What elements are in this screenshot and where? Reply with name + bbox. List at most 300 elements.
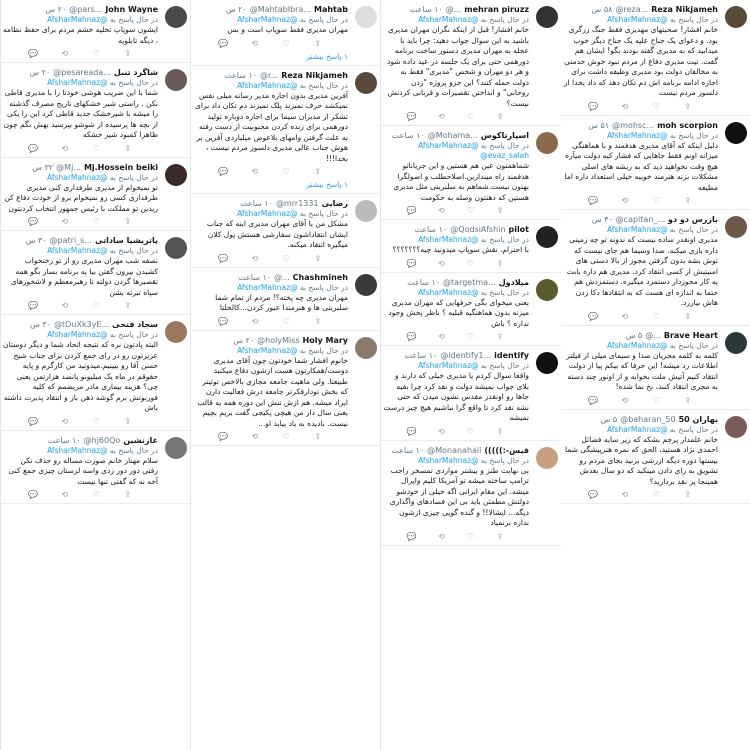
tweet-header [563,330,718,341]
tweet-text: مهران مدیری فقط سوپاپ است و بس [227,25,348,34]
reply-prefix: در حال پاسخ به [299,80,348,90]
user-handle[interactable]: @Monanahali [427,445,482,455]
user-name[interactable]: Mahtab [313,5,348,14]
tweet[interactable] [1,431,190,505]
tweet-actions [216,254,325,263]
tweet[interactable] [381,273,561,347]
avatar[interactable] [355,200,377,222]
tweet-time[interactable]: ۵۱ س [588,120,610,130]
tweet-header [3,319,158,330]
mention-link[interactable]: @AfsharMahnaz [607,130,668,140]
mention-link[interactable]: @AfsharMahnaz [47,172,108,182]
user-name[interactable]: شاگرد تنبل [113,68,158,77]
retweet-icon[interactable]: ⟲ [251,253,259,263]
share-icon[interactable]: ⇪ [124,49,132,58]
tweet-text: خانوم افشار شما خودتون چون آقای مدیری دوست/همکارتون هست ازشون دفاع میکنید طبیعتا. ولی ماهیت جامعه مجازی بالاخص توئیتر که بخش تودارفکرتر جامعه درش فعالیت دارن ایراد میشه. هم ازش تنش این دوره همه یه قالب یعنی سال دار من هیچی پکیجی گفت بریم بچیم نیست. نادیده به یاد بیاید او... [197,355,348,428]
reply-prefix: در حال پاسخ به [480,15,529,24]
avatar[interactable] [165,437,187,459]
tweet-header [563,214,718,225]
reply-prefix: در حال پاسخ به [109,78,158,87]
tweet[interactable] [561,326,750,410]
tweet-body [3,67,158,153]
retweet-icon[interactable]: ⟲ [61,217,69,226]
comment-icon[interactable]: 💬 [28,49,39,58]
mention-link[interactable]: @AfsharMahnaz [47,78,108,87]
user-name[interactable]: رضایی [321,199,348,208]
user-name[interactable]: اسپارتاکوس [480,131,529,140]
reply-context [563,131,718,141]
mention-link[interactable]: @AfsharMahnaz [607,225,668,234]
tweet[interactable] [381,346,561,441]
user-handle[interactable]: @pars... [69,5,103,14]
reply-context [3,330,158,340]
show-more-replies-link[interactable]: ۱ پاسخ بیشتر [306,51,348,61]
tweet-header [383,445,529,456]
tweet-time[interactable]: ۳۰ س [25,236,47,245]
tweet[interactable] [381,126,561,220]
like-icon[interactable]: ♡ [92,49,100,58]
comment-icon[interactable]: 💬 [218,316,229,326]
mention-link[interactable]: @AfsharMahnaz [47,445,108,455]
reply-prefix: در حال پاسخ به [299,282,348,292]
tweet-body [383,130,529,215]
user-handle[interactable]: @Mohama... [427,131,478,140]
tweet-text: مهران مدیری چه پخته؟! مردم از تمام شما سلبریتی ها و هنرمندا عبور کردن...کالخلتا [215,292,348,312]
tweet-time[interactable]: ۲۰ س [29,68,51,77]
mention-link[interactable]: @AfsharMahnaz [418,15,479,24]
tweet-time[interactable]: ۲۰ س [45,5,67,14]
user-handle[interactable]: @targetma... [443,277,496,287]
like-icon[interactable]: ♡ [92,301,100,310]
retweet-icon[interactable]: ⟲ [437,531,445,541]
user-handle[interactable]: @identify1... [440,351,492,360]
like-icon[interactable]: ♡ [92,416,100,426]
like-icon[interactable]: ♡ [282,253,290,263]
comment-icon[interactable]: 💬 [406,206,417,215]
tweet[interactable] [1,315,190,431]
comment-icon[interactable]: 💬 [218,432,229,441]
tweet-time[interactable]: ۱۰ ساعت [238,272,272,282]
user-name[interactable]: Chashmineh [292,272,348,282]
avatar[interactable] [536,447,558,469]
tweet-time[interactable]: ۱۰ ساعت [409,5,443,14]
user-name[interactable]: Mj.Hossein beiki [83,162,158,172]
tweet-time[interactable]: ۲۰ س [233,335,255,345]
tweet-body [193,70,348,190]
tweet-header [383,224,529,235]
avatar[interactable] [536,279,558,301]
comment-icon[interactable]: 💬 [28,301,39,310]
share-icon[interactable]: ⇪ [124,416,132,426]
share-icon[interactable]: ⇪ [314,253,322,263]
tweet-actions [586,196,695,205]
user-name[interactable]: میلادول [498,277,529,287]
tweet-time[interactable]: ۵۸ س [591,5,613,14]
mention-link[interactable]: @AfsharMahnaz [237,15,298,24]
tweet-text: با احترام، نقش سوپاپ میدونید چیه؟؟؟؟؟؟؟ [392,245,529,254]
tweet-time[interactable]: ۵ س [600,414,618,424]
share-icon[interactable]: ⇪ [496,112,504,121]
tweet[interactable] [561,0,750,116]
tweet[interactable] [561,116,750,211]
tweet-header [3,67,158,78]
comment-icon[interactable]: 💬 [28,416,39,426]
retweet-icon[interactable]: ⟲ [61,143,69,153]
share-icon[interactable]: ⇪ [124,143,132,153]
mention-link[interactable]: @AfsharMahnaz [237,209,298,218]
like-icon[interactable]: ♡ [282,316,290,326]
tweet-text: خانم افشار! صحبتهای مهدیزی فقط جنگ زرگری بود. و دعوای یک جناح علیه یک جناح دیگر خوب میدانید که به مدیری گفته بودند بگو! ایشان هم گفت. تیت مدیری دفاع از مردم نبود خوش خدمتی به مخالفان دولت بود مدیری وظیفه داشت برای اجازه ادامه برنامه اش دم تکان دهد که داد بخدا از دلسوز مردم نیست [563,25,718,97]
user-handle[interactable]: @hj60Qo [83,435,121,445]
tweet-actions [26,490,135,499]
reply-context [563,341,718,351]
comment-icon[interactable]: 💬 [588,196,599,205]
tweet[interactable] [191,268,380,331]
tweet-text: بی نهایت طنز و بیشتر مواردی تمسخر راجب ترامپ ساخته میشه تو آمریکا کلیم واپرال میشه. این مقام ایرانی اگه خیلی از خودشو دولتش مطمئن باید بی این فسادهای واگذاری دیگه... ایشالا!! و گنده گویی چیزی ازشون نداره برنمیاد [389,465,529,527]
user-handle[interactable]: @mrr1331 [275,199,319,208]
comment-icon[interactable]: 💬 [588,395,599,405]
tweet-text: تو نمیخوام از مدیری طرفداری کنی مدیری طرفداری کسی رو نمیخوام برو از خودت دفاع کن ریدین تو مملکت با رئیس جمهور انتخاب کردنتون [4,182,158,213]
user-handle[interactable]: @baharan_50 [620,414,676,424]
tweet-text: مدیری اونقدر ساده نیست که ندونه تو چه زمینی داره بازی میکنه. صدا وسیما هم جای نیست که توش بشه بدون گرفتن مجوز از بالا دستی های امنیتیش از کسی انتقاد کرد. مدیری هم داره بابت یه کار مجوزدار دستمزد میگیره. دستمزدش هم حتما به اندازه ای هست که به انتقادها دکا زدن هاش بیارزد. [566,235,718,307]
tweet-text: شما با این ضریب هوشی خودتا را با مدیری قاطی نکن . راستی شیر خشکهای تاریخ مصرف گذشته را میشه با شیرخشک جدید قاطی کرد این را یکی از بچه ها پرسیده از شوشو بپرسید بهش بگم چون ظاهرا کمبود شیر خشکه [3,88,158,139]
user-name[interactable]: Reza Nikjameh [651,5,718,14]
reply-context [383,141,529,161]
reply-prefix: در حال پاسخ به [299,345,348,355]
reply-prefix: در حال پاسخ به [669,424,718,434]
avatar[interactable] [355,337,377,359]
avatar[interactable] [725,122,747,144]
mention-link[interactable]: @AfsharMahnaz [607,340,668,350]
user-name[interactable]: Reza Nikjameh [281,70,348,80]
comment-icon[interactable]: 💬 [218,167,229,176]
user-handle[interactable]: @... [645,330,661,340]
user-name[interactable]: John Wayne [105,5,158,14]
tweet[interactable] [1,231,190,315]
tweet-column [380,0,561,750]
tweet-body [3,435,158,500]
user-handle[interactable]: @reza... [615,5,649,14]
share-icon[interactable]: ⇪ [496,206,504,215]
tweet-body [3,4,158,58]
retweet-icon[interactable]: ⟲ [621,196,629,205]
user-handle[interactable]: @holyMiss [257,335,300,345]
tweet-text: آفرین مدیری بدون اجازه مدیر رسانه میلی نفس نمیکشد حرف نمیزند پلک نمیزند دم تکان داد برای تشکر از مدیران سیما برای اجازه دوباره تولید دورهمی برای زنده کردن محبوبیت از دست رفته به علت گرفتن وامهای بلاعوض میلیاردی آفرین بر هوش جناب عالی مدیری دلسوز مردم نیست ، بخدا!!! [194,90,348,163]
user-name[interactable]: mehran piruzz [464,5,529,14]
tweet[interactable] [381,0,561,126]
tweet-text: یعنی میخوای بگی حرفهایی که مهران مدیری میزنه بدون هماهنگیه قبلیه ؟ ناظر پخش وجود نداره ؟ باش [388,297,529,328]
user-name[interactable]: Brave Heart [663,330,718,340]
reply-context [3,78,158,88]
comment-icon[interactable]: 💬 [406,426,417,436]
tweet-column [190,0,380,750]
user-name[interactable]: identify [494,351,529,360]
share-icon[interactable]: ⇪ [684,311,692,321]
tweet-actions [405,112,507,121]
like-icon[interactable]: ♡ [467,426,475,436]
tweet[interactable] [561,210,750,326]
tweet-header [383,130,529,141]
retweet-icon[interactable]: ⟲ [621,101,629,111]
user-handle[interactable]: @... [445,5,462,14]
comment-icon[interactable]: 💬 [28,490,39,499]
user-name[interactable]: moh scorpion [657,120,718,130]
comment-icon[interactable]: 💬 [406,112,417,121]
comment-icon[interactable]: 💬 [28,217,39,226]
like-icon[interactable]: ♡ [652,490,660,499]
user-handle[interactable]: @QodsiAfshin [450,225,506,234]
tweet-actions [26,217,135,226]
avatar[interactable] [165,6,187,28]
retweet-icon[interactable]: ⟲ [621,490,629,499]
like-icon[interactable]: ♡ [467,112,475,121]
tweet-text: واقعا سوال کردم یا مدیری خیلی که دارند و بلای جواب نمیشه دولت و نقد کرد چرا بقیه جاها رو اونقدر مقدس نشون میدن که حتی نشه نقد کرد تا واقع گرا نباشیم هیچ چیز درست نمیشه [383,371,529,422]
user-name[interactable]: سجاد فتحی [112,320,158,329]
reply-context [383,361,529,371]
mention-link[interactable]: @AfsharMahnaz [47,246,108,255]
mention-link[interactable]: @AfsharMahnaz [237,345,298,355]
avatar[interactable] [165,237,187,259]
tweet-body [383,224,529,268]
avatar[interactable] [165,69,187,91]
avatar[interactable] [725,416,747,438]
like-icon[interactable]: ♡ [92,143,100,153]
mention-link[interactable]: @AfsharMahnaz [607,15,668,24]
avatar[interactable] [536,352,558,374]
tweet-header [563,414,718,425]
user-name[interactable]: بازرس دو دو [668,215,718,224]
share-icon[interactable]: ⇪ [684,196,692,205]
reply-prefix: در حال پاسخ به [669,130,718,140]
user-handle[interactable]: @capitan_... [615,215,666,224]
tweet[interactable] [191,66,380,195]
mention-link[interactable]: @AfsharMahnaz [418,361,479,370]
tweet-time[interactable]: ۴۰ س [591,215,613,224]
tweet-header [383,277,529,288]
tweet[interactable] [1,158,190,232]
tweet[interactable] [381,220,561,273]
tweet-column [0,0,190,750]
tweet-actions [26,144,135,153]
comment-icon[interactable]: 💬 [218,38,229,48]
tweet-header [383,4,529,15]
reply-prefix: در حال پاسخ به [669,15,718,24]
retweet-icon[interactable]: ⟲ [437,206,445,215]
share-icon[interactable]: ⇪ [314,316,322,326]
tweet-actions [216,167,325,176]
retweet-icon[interactable]: ⟲ [437,426,445,436]
avatar[interactable] [725,332,747,354]
like-icon[interactable]: ♡ [282,38,290,48]
reply-prefix: در حال پاسخ به [109,15,158,24]
user-name[interactable]: Holy Mary [302,335,348,345]
tweet[interactable] [191,194,380,268]
comment-icon[interactable]: 💬 [218,253,229,263]
share-icon[interactable]: ⇪ [684,395,692,405]
tweet[interactable] [191,0,380,66]
tweet-time[interactable]: ۲۰ س [225,5,247,14]
comment-icon[interactable]: 💬 [406,531,417,541]
tweet-body [563,4,718,111]
tweet-time[interactable]: ۳۰ س [30,320,51,329]
mention-link[interactable]: @AfsharMahnaz [47,15,108,24]
user-handle[interactable]: @pesareada... [53,68,111,77]
tweet-actions [586,102,695,111]
share-icon[interactable]: ⇪ [496,426,504,436]
tweet-text: خانم علمدار پرچم بشکه که زیر سایه فضائل احمدی نژاد هستید، الحق که نمره هنرپیشگی شما بیستها دوره دیگه ازرشی بزنید بجای مردم رو تشویق به رای دادن مینکید که دو سال بعدش همینجا پز نقد بردارید؟ [565,434,718,486]
like-icon[interactable]: ♡ [467,206,475,215]
like-icon[interactable]: ♡ [92,490,100,499]
tweet[interactable] [1,63,190,158]
mention-link[interactable]: @AfsharMahnaz [418,235,479,244]
show-more-replies-link[interactable]: ۱ پاسخ بیشتر [306,180,348,189]
like-icon[interactable]: ♡ [282,167,290,176]
share-icon[interactable]: ⇪ [314,167,322,176]
reply-context [193,81,348,91]
share-icon[interactable]: ⇪ [314,38,322,48]
mention-link[interactable]: @AfsharMahnaz [607,424,668,434]
share-icon[interactable]: ⇪ [496,258,504,268]
comment-icon[interactable]: 💬 [588,311,599,321]
tweet-time[interactable]: ۱۰ ساعت [47,435,81,445]
user-name[interactable]: بهاران 50 [678,414,718,424]
user-name[interactable]: قیس-:))))) [484,445,529,455]
share-icon[interactable]: ⇪ [684,101,692,111]
mention-link[interactable]: @AfsharMahnaz [418,455,479,465]
avatar[interactable] [725,216,747,238]
like-icon[interactable]: ♡ [652,101,660,111]
tweet-header [193,198,348,209]
share-icon[interactable]: ⇪ [124,217,132,226]
comment-icon[interactable]: 💬 [588,490,599,499]
tweet[interactable] [191,331,380,447]
tweet-text: مشکل من با آقای مهران مدیری اینه که جناب ایشان انتقاداشون سفارشی هستش پول کلان میگیره انتقاد میکنه. [206,219,348,249]
comment-icon[interactable]: 💬 [406,258,417,268]
share-icon[interactable]: ⇪ [124,490,132,499]
reply-prefix: در حال پاسخ به [109,172,158,182]
tweet-time[interactable]: ۱۰ ساعت [240,199,273,208]
tweet-time[interactable]: ۱۰ ساعت [224,70,258,80]
avatar[interactable] [536,132,558,154]
like-icon[interactable]: ♡ [652,395,660,405]
avatar[interactable] [536,6,558,28]
retweet-icon[interactable]: ⟲ [437,258,445,268]
mention-link[interactable]: @AfsharMahnaz [237,80,298,90]
reply-context [193,209,348,219]
tweet[interactable] [1,0,190,63]
tweet-time[interactable]: ۱۰ ساعت [391,131,425,140]
mention-link[interactable]: @AfsharMahnaz [237,282,298,292]
retweet-icon[interactable]: ⟲ [437,112,445,121]
tweet-text: شماهمتون عین هم هستین و این جریاناتو هدفمند راه میندازین.اصلاحطلب و اصولگرا بهتون نیست.شماهم به سلبریتی مثل مدیری هستین که دهنتون وصله به حکومت [393,161,529,202]
like-icon[interactable]: ♡ [282,432,290,441]
avatar[interactable] [355,6,377,28]
share-icon[interactable]: ⇪ [314,432,322,441]
like-icon[interactable]: ♡ [467,332,475,341]
retweet-icon[interactable]: ⟲ [61,416,69,426]
share-icon[interactable]: ⇪ [496,531,504,541]
user-handle[interactable]: @patri_s... [49,236,92,245]
user-name[interactable]: pilot [508,225,529,234]
tweet-text: کلمه به کلمه مجریان صدا و سیمای میلی از فیلتر اطلاعات رد میشه! این حرفا که بیکم پیا از دولت انتقاد کنیم آتیش ملت بخوابه و از اونور چند دسته به مجری انتقاد کنند، نخ نما شده! [566,350,718,391]
comment-icon[interactable]: 💬 [588,101,599,111]
tweet-actions [405,332,507,341]
tweet-time[interactable]: ۱۰ ساعت [414,225,448,234]
tweet-body [3,319,158,426]
share-icon[interactable]: ⇪ [124,301,132,310]
avatar[interactable] [536,226,558,248]
like-icon[interactable]: ♡ [652,311,660,321]
tweet-text: سلام مهناز خانم صورت مساله رو حذف نکن رفتی دور دور زدی واسه لرستان چیزی جمع کنی آخه نه که گفتی تنها نیست [8,455,158,486]
tweet-text: البته پادتون نره که نتیجه اتحاد شما و دیگر دوستان عزیزتون رو در رای جمع کردن برای جناب شیخ حسن آقا رو ببینیم.میدونید من کارگرم و پایه حقوقم در ماه یک میلیونو پانصد هزارتمن یعنی چی؟ هزینه بیماری مادر مریضمم که کلیه فوربوتش برم گوشه ذهن باز و انتقاد پذیرت داشته باش [3,340,158,412]
retweet-icon[interactable]: ⟲ [251,316,259,326]
reply-context [383,15,529,25]
like-icon[interactable]: ♡ [92,217,100,226]
retweet-icon[interactable]: ⟲ [621,395,629,405]
tweet-body [3,162,158,227]
user-handle[interactable]: @Mj... [56,162,81,172]
reply-context [193,346,348,356]
retweet-icon[interactable]: ⟲ [621,311,629,321]
tweet-header [193,335,348,346]
retweet-icon[interactable]: ⟲ [251,432,259,441]
tweet-time[interactable]: ۵ س [625,330,643,340]
tweet-body [383,4,529,121]
user-handle[interactable]: @MahtabIbra... [249,5,311,14]
user-handle[interactable]: @mohsc... [612,120,655,130]
mention-link[interactable]: @AfsharMahnaz @evaz_salah [418,141,529,160]
reply-prefix: در حال پاسخ به [299,209,348,218]
user-name[interactable]: غازنشین [123,435,158,445]
tweet-header [3,235,158,246]
user-name[interactable]: پاتریشیا ساداتی [94,236,158,245]
user-handle[interactable]: @... [274,272,290,282]
tweet[interactable] [381,441,561,546]
reply-context [563,425,718,435]
retweet-icon[interactable]: ⟲ [251,167,259,176]
avatar[interactable] [355,274,377,296]
tweet-time[interactable]: ۳۲ س [32,162,54,172]
like-icon[interactable]: ♡ [652,196,660,205]
mention-link[interactable]: @AfsharMahnaz [47,330,108,339]
like-icon[interactable]: ♡ [467,531,475,541]
avatar[interactable] [165,164,187,186]
reply-context [193,283,348,293]
comment-icon[interactable]: 💬 [406,332,417,341]
share-icon[interactable]: ⇪ [496,332,504,341]
tweet-time[interactable]: ۱۰ ساعت [391,445,425,455]
avatar[interactable] [725,6,747,28]
tweet-time[interactable]: ۱۰ ساعت [407,277,441,287]
comment-icon[interactable]: 💬 [28,143,39,153]
retweet-icon[interactable]: ⟲ [61,490,69,499]
retweet-icon[interactable]: ⟲ [437,332,445,341]
retweet-icon[interactable]: ⟲ [61,301,69,310]
avatar[interactable] [355,72,377,94]
avatar[interactable] [165,321,187,343]
mention-link[interactable]: @AfsharMahnaz [418,287,479,297]
user-handle[interactable]: @tOuXk3yE... [53,320,110,329]
user-handle[interactable]: @r... [260,70,279,80]
tweet-time[interactable]: ۱۰ ساعت [404,351,438,360]
share-icon[interactable]: ⇪ [684,490,692,499]
reply-context [3,446,158,456]
tweet[interactable] [561,410,750,505]
retweet-icon[interactable]: ⟲ [61,49,69,58]
like-icon[interactable]: ♡ [467,258,475,268]
retweet-icon[interactable]: ⟲ [251,38,259,48]
reply-prefix: در حال پاسخ به [669,340,718,350]
